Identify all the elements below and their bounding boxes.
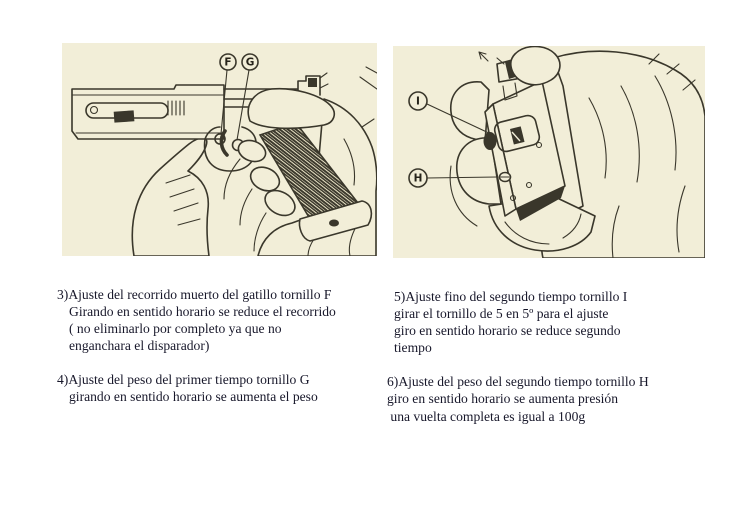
instruction-line: una vuelta completa es igual a 100g	[387, 408, 586, 424]
screw-label-f-icon	[220, 54, 236, 70]
screw-label-i-icon	[409, 92, 427, 110]
instruction-item-5	[394, 288, 717, 356]
support-hand-drawing	[132, 138, 209, 256]
instruction-line: 4)Ajuste del peso del primer tiempo tornillo G	[57, 372, 310, 388]
figure-frame-closeup	[393, 46, 705, 258]
instruction-line: girar el tornillo de 5 en 5º para el ajuste	[394, 306, 609, 322]
instruction-item-6	[387, 373, 717, 424]
instructions-right-column	[387, 288, 717, 425]
screw-label-i: I	[416, 95, 420, 108]
screw-label-g-icon	[242, 54, 258, 70]
instruction-line: girando en sentido horario se aumenta el peso	[69, 389, 318, 405]
figure-pistol-side-view	[62, 43, 377, 256]
instruction-line: tiempo	[394, 340, 432, 356]
arrow-icon	[479, 52, 504, 64]
instruction-line: 5)Ajuste fino del segundo tiempo tornillo I	[394, 289, 628, 304]
screw-label-h-icon	[409, 169, 427, 187]
instruction-line: Girando en sentido horario se reduce el recorrido	[69, 304, 336, 320]
screw-label-g: G	[245, 56, 255, 69]
instruction-line: enganchara el disparador)	[69, 338, 210, 354]
instruction-line: giro en sentido horario se reduce segundo	[394, 323, 621, 339]
instructions-left-column	[57, 286, 392, 406]
screw-label-h: H	[413, 172, 423, 185]
instruction-line: 3)Ajuste del recorrido muerto del gatillo tornillo F	[57, 287, 332, 302]
frame-closeup-drawing	[393, 46, 705, 258]
instruction-line: giro en sentido horario se aumenta presión	[387, 391, 619, 407]
instruction-item-4	[57, 371, 392, 405]
thumb-drawing	[511, 47, 560, 85]
pistol-side-view-drawing	[62, 43, 377, 256]
instruction-line: ( no eliminarlo por completo ya que no	[69, 321, 282, 337]
instruction-item-3	[57, 286, 392, 354]
screw-label-f: F	[224, 56, 232, 69]
instruction-line: 6)Ajuste del peso del segundo tiempo tornillo H	[387, 374, 649, 390]
thumb-drawing	[248, 89, 334, 129]
